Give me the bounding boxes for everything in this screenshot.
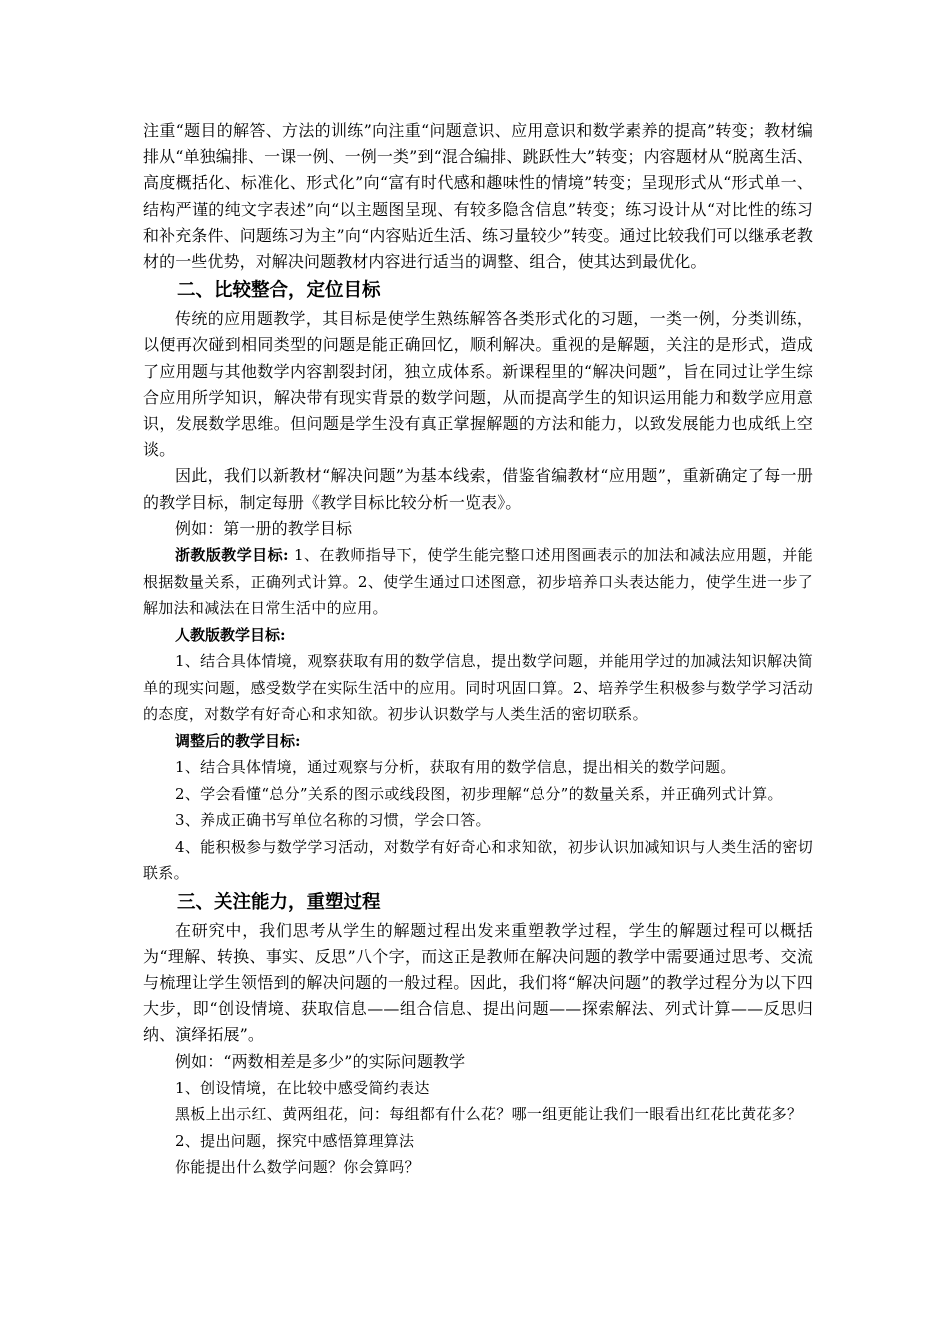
zhejiang-goals-paragraph [143,542,813,622]
renjiao-goals-label: 人教版教学目标: [175,625,286,644]
document-body [143,118,813,1181]
section-heading-3: 三、关注能力，重塑过程 [177,891,381,913]
zhejiang-goals-label: 浙教版教学目标: [175,546,289,565]
paragraph-textbook-changes: 注重“题目的解答、方法的训练”向注重“问题意识、应用意识和数学素养的提高”转变；教材编排从“单独编排、一课一例、一例一类”到“混合编排、跳跃性大”转变；内容题材从“脱离生活、高度概括化、标准化、形式化”向“富有时代感和趣味性的情境”转变；呈现形式从“形式单一、结构严谨的纯文字表述”向“以主题图呈现、有较多隐含信息”转变；练习设计从“对比性的练习和补充条件、问题练习为主”向“内容贴近生活、练习量较少”转变。通过比较我们可以继承老教材的一些优势，对解决问题教材内容进行适当的调整、组合，使其达到最优化。 [143,121,813,272]
paragraph-reshape-process: 在研究中，我们思考从学生的解题过程出发来重塑教学过程，学生的解题过程可以概括为“理解、转换、事实、反思”八个字，而这正是教师在解决问题的教学中需要通过思考、交流与梳理让学生领悟到的解决问题的一般过程。因此，我们将“解决问题”的教学过程分为以下四大步，即“创设情境、获取信息——组合信息、提出问题——探索解法、列式计算——反思归纳、演绎拓展”。 [143,920,813,1045]
adjusted-goal-4: 4、能积极参与数学学习活动，对数学有好奇心和求知欲，初步认识加减知识与人类生活的密切联系。 [143,837,813,883]
step-2-title: 2、提出问题，探究中感悟算理算法 [175,1131,415,1150]
adjusted-goal-3: 3、养成正确书写单位名称的习惯，学会口答。 [175,811,491,830]
adjusted-goal-2: 2、学会看懂“总分”关系的图示或线段图，初步理解“总分”的数量关系，并正确列式计算。 [175,784,783,803]
section-heading-2: 二、比较整合，定位目标 [177,280,381,302]
step-2-text: 你能提出什么数学问题？你会算吗？ [175,1158,420,1177]
step-1-text: 黑板上出示红、黄两组花，问：每组都有什么花？哪一组更能让我们一眼看出红花比黄花多？ [175,1105,803,1124]
paragraph-example-goals: 例如：第一册的教学目标 [175,518,353,538]
paragraph-example-difference: 例如：“两数相差是多少”的实际问题教学 [175,1051,466,1071]
step-1-title: 1、创设情境，在比较中感受简约表达 [175,1078,430,1097]
zhejiang-goals-text: 1、在教师指导下，使学生能完整口述用图画表示的加法和减法应用题，并能根据数量关系，正确列式计算。2、使学生通过口述图意，初步培养口头表达能力，使学生进一步了解加法和减法在日常生活中的应用。 [143,546,813,618]
adjusted-goals-label: 调整后的教学目标: [175,731,301,750]
adjusted-goal-1: 1、结合具体情境，通过观察与分析，获取有用的数学信息，提出相关的数学问题。 [175,758,736,777]
paragraph-new-goals: 因此，我们以新教材“解决问题”为基本线索，借鉴省编教材“应用题”，重新确定了每一册的教学目标，制定每册《教学目标比较分析一览表》。 [143,466,813,512]
paragraph-traditional-teaching: 传统的应用题教学，其目标是使学生熟练解答各类形式化的习题，一类一例，分类训练，以便再次碰到相同类型的问题是能正确回忆，顺利解决。重视的是解题，关注的是形式，造成了应用题与其他数学内容割裂封闭，独立成体系。新课程里的“解决问题”，旨在同过让学生综合应用所学知识，解决带有现实背景的数学问题，从而提高学生的知识运用能力和数学应用意识，发展数学思维。但问题是学生没有真正掌握解题的方法和能力，以致发展能力也成纸上空谈。 [143,309,813,460]
renjiao-goals-text: 1、结合具体情境，观察获取有用的数学信息，提出数学问题，并能用学过的加减法知识解决简单的现实问题，感受数学在实际生活中的应用。同时巩固口算。2、培养学生积极参与数学学习活动的态度，对数学有好奇心和求知欲。初步认识数学与人类生活的密切联系。 [143,652,813,724]
